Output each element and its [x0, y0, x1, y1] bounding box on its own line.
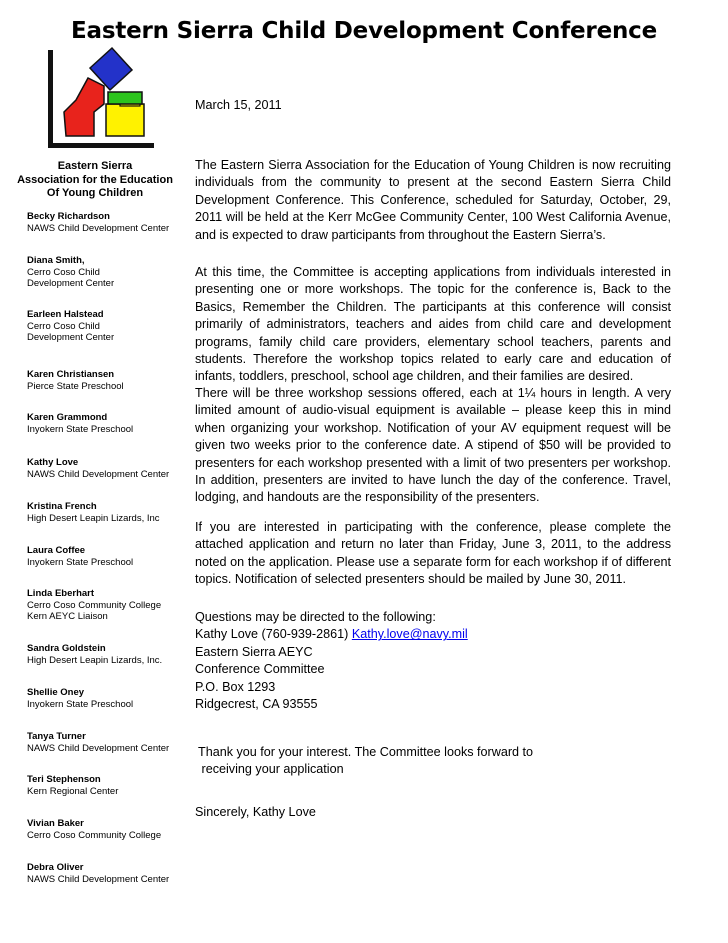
closing-signature: Sincerely, Kathy Love	[195, 805, 316, 819]
committee-member: Karen Christiansen Pierce State Preschool	[27, 369, 124, 392]
contact-line: Eastern Sierra AEYC	[195, 644, 313, 659]
committee-member: Laura Coffee Inyokern State Preschool	[27, 545, 134, 568]
building-blocks-logo	[48, 44, 154, 148]
committee-member: Vivian Baker Cerro Coso Community College	[27, 818, 162, 841]
contact-line: Ridgecrest, CA 93555	[195, 697, 318, 712]
committee-member: Earleen Halstead Cerro Coso Child Development Center	[27, 309, 115, 343]
committee-member: Kathy Love NAWS Child Development Center	[27, 457, 170, 480]
committee-member: Becky Richardson NAWS Child Development Center	[27, 211, 170, 234]
committee-member: Diana Smith, Cerro Coso Child Development Center	[27, 255, 115, 289]
committee-member: Tanya Turner NAWS Child Development Center	[27, 731, 170, 754]
committee-member: Karen Grammond Inyokern State Preschool	[27, 412, 134, 435]
committee-member: Debra Oliver NAWS Child Development Center	[27, 862, 170, 885]
paragraph-intro: The Eastern Sierra Association for the Education of Young Children is now recruiting individuals from the community to present at the second Eastern Sierra Child Development Conference. This Conference, scheduled for Saturday, October, 29, 2011 will be held at the Kerr McGee Community Center, 100 West California Avenue, and is expected to draw participants from throughout the Eastern Sierra’s.	[195, 158, 671, 242]
committee-member: Teri Stephenson Kern Regional Center	[27, 774, 119, 797]
organization-name: Eastern Sierra Association for the Education Of Young Children	[17, 160, 173, 199]
paragraph-application: If you are interested in participating with the conference, please complete the attached application and return no later than Friday, June 3, 2011, to the address noted on the application. Please use a separate form for each workshop if of different topics. Notification of selected presenters should be mailed by June 30, 2011.	[195, 520, 671, 587]
contact-line: Conference Committee	[195, 662, 325, 677]
conference-title: Eastern Sierra Child Development Conference	[71, 18, 657, 44]
contact-block	[195, 609, 671, 713]
contact-intro: Questions may be directed to the following:	[195, 610, 436, 624]
committee-member: Shellie Oney Inyokern State Preschool	[27, 687, 134, 710]
letter-date: March 15, 2011	[195, 98, 282, 112]
thank-you-note: Thank you for your interest. The Committee looks forward to receiving your application	[198, 745, 534, 777]
committee-member: Sandra Goldstein High Desert Leapin Lizards, Inc.	[27, 643, 163, 666]
paragraph-sessions: There will be three workshop sessions offered, each at 1¼ hours in length. A very limited amount of audio-visual equipment is available – please keep this in mind when organizing your workshop. Notification of your AV equipment request will be given two weeks prior to the conference date. A stipend of $50 will be provided to presenters for each workshop presented with a limit of two presenters per workshop. In addition, presenters are invited to have lunch the day of the conference. Travel, lodging, and handouts are the responsibility of the presenters.	[195, 386, 671, 505]
committee-member: Kristina French High Desert Leapin Lizards, Inc	[27, 501, 160, 524]
email-link[interactable]: Kathy.love@navy.mil	[351, 627, 468, 642]
committee-member: Linda Eberhart Cerro Coso Community College Kern AEYC Liaison	[27, 588, 162, 622]
contact-person: Kathy Love (760-939-2861) Kathy.love@navy.mil	[195, 627, 468, 642]
contact-line: P.O. Box 1293	[195, 679, 276, 694]
paragraph-workshops: At this time, the Committee is accepting applications from individuals interested in presenting one or more workshops. The topic for the conference is, Back to the Basics, Remember the Children. The participants at this conference will consist primarily of administrators, teachers and aides from child care and development programs, family child care providers, elementary school teachers, parents and students. Therefore the workshop topics related to early care and education of infants, toddlers, preschool, school age children, and their families are desired.	[195, 265, 671, 384]
